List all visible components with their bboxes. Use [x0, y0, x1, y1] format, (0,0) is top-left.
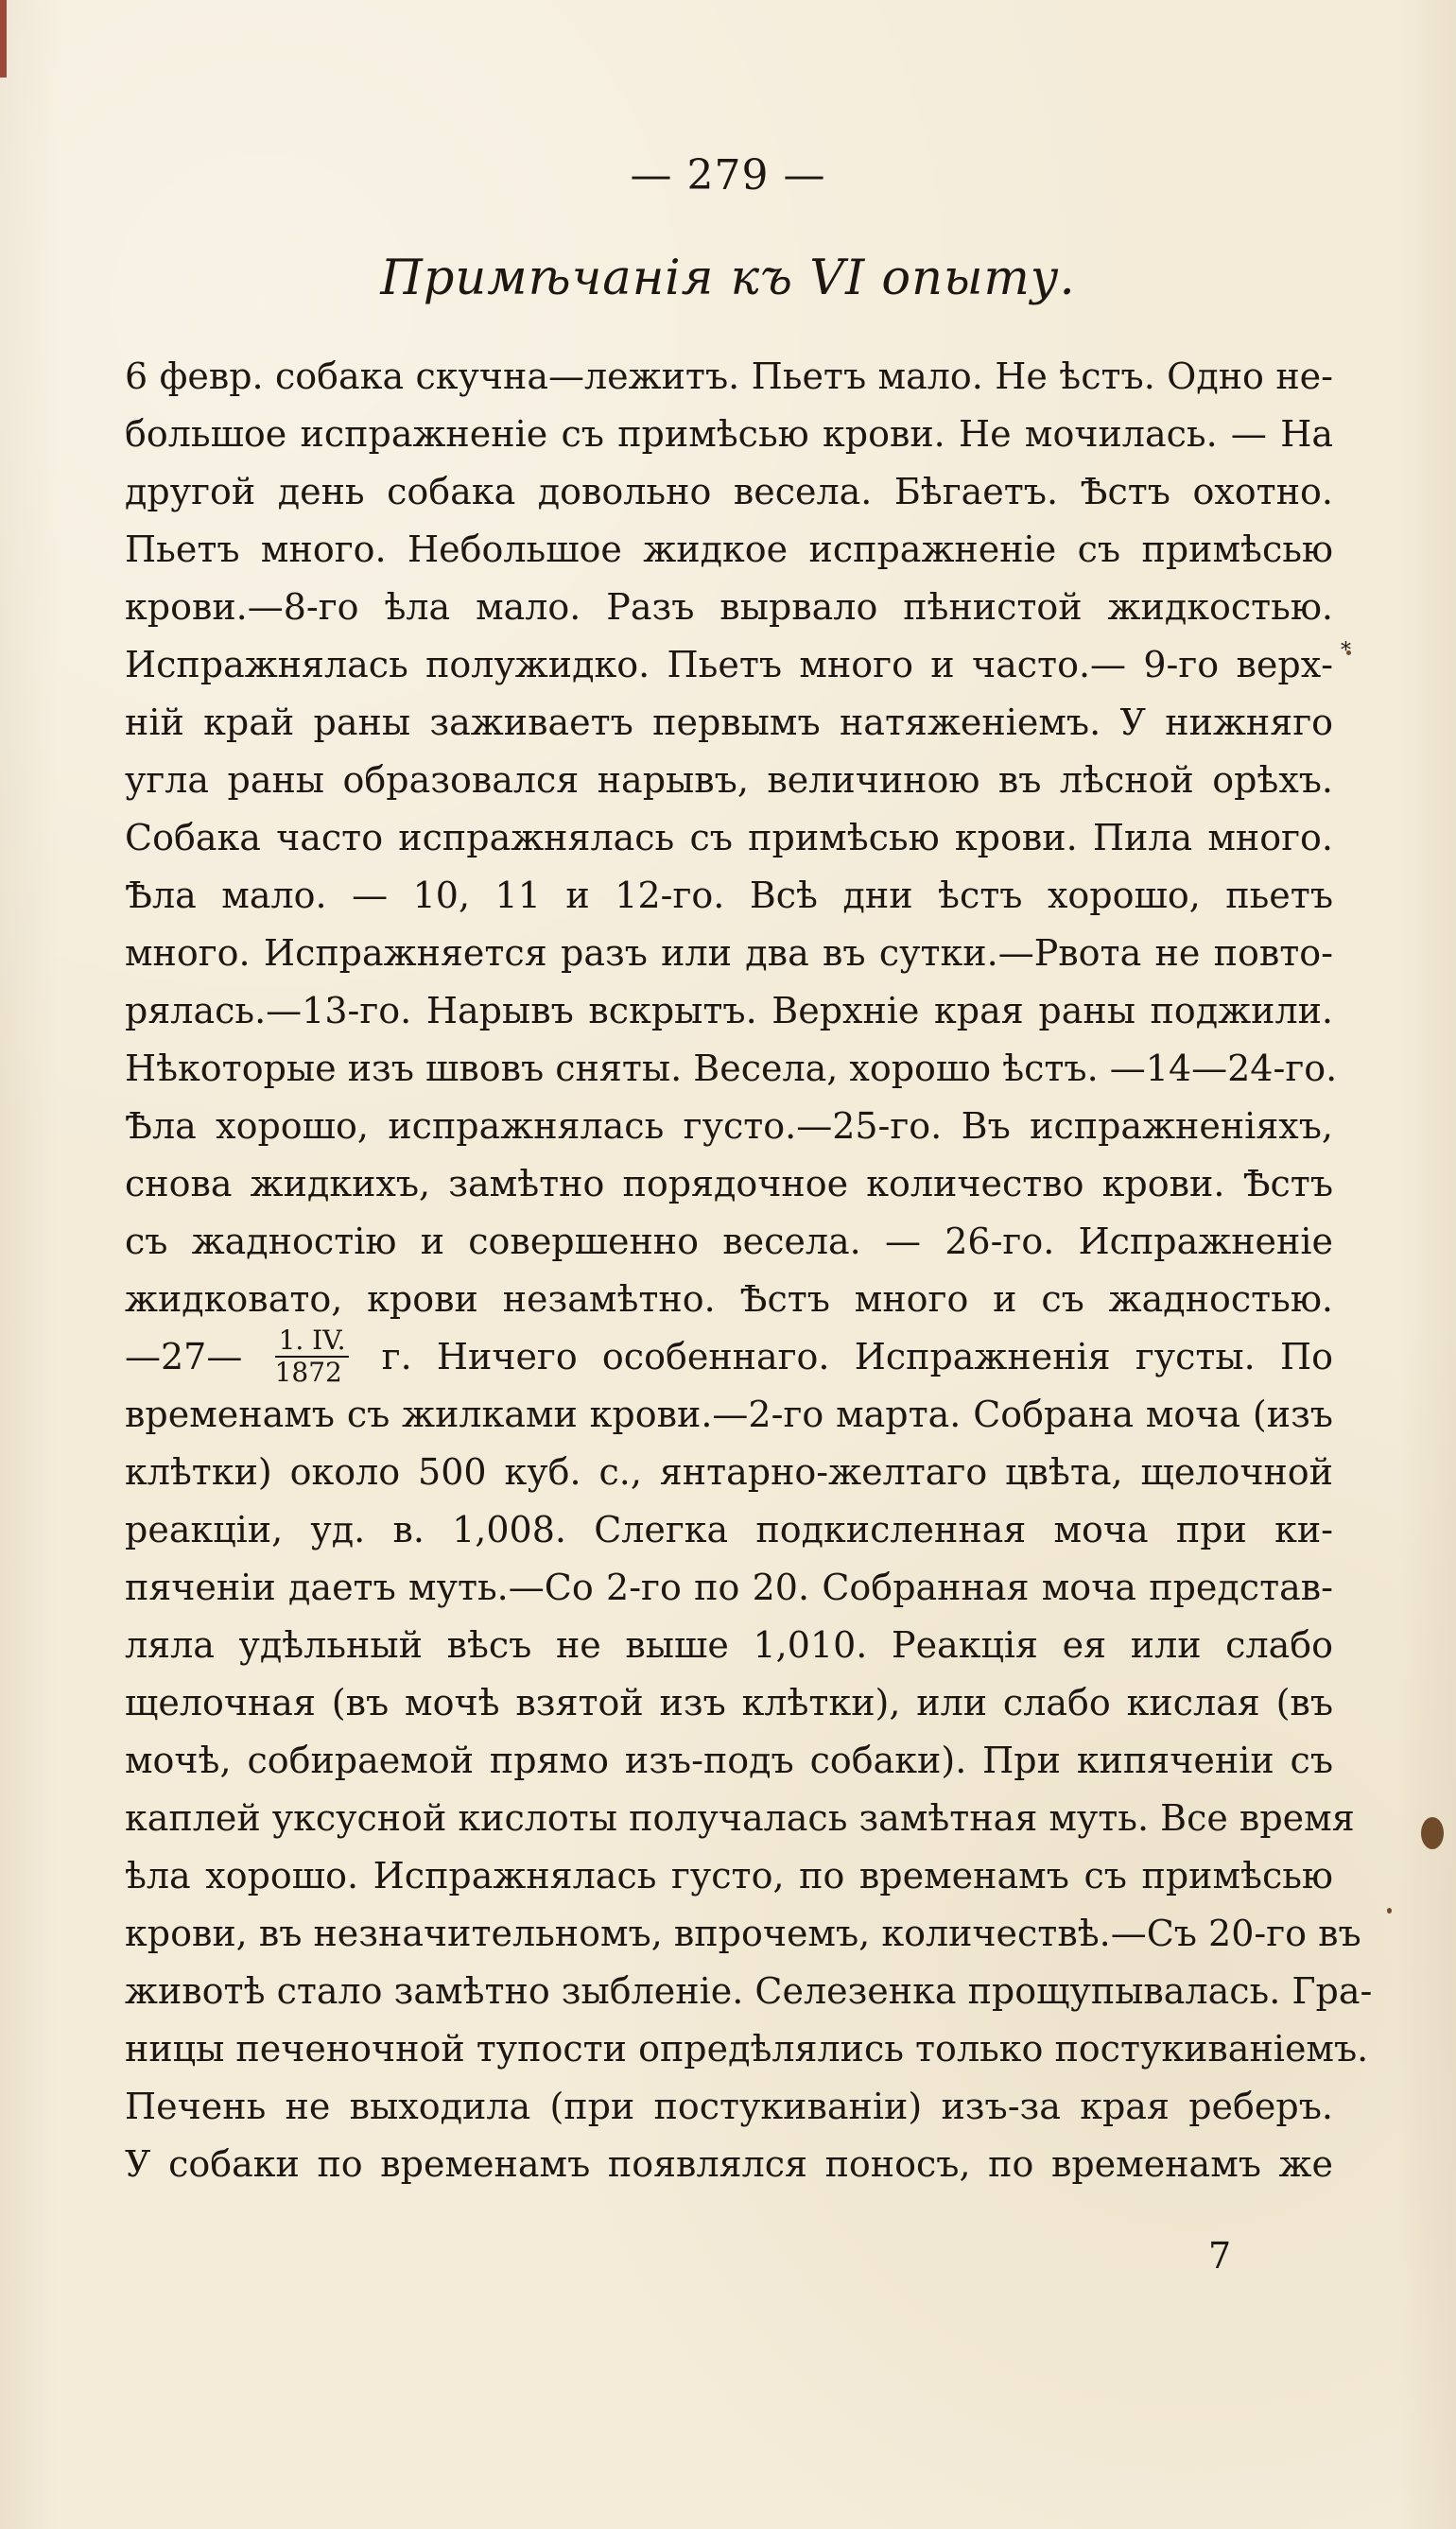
signature-mark: 7: [1208, 2235, 1232, 2277]
text-line: пяченіи даетъ муть.—Со 2-го по 20. Собранная моча представ-: [125, 1567, 1333, 1608]
text-line: крови.—8-го ѣла мало. Разъ вырвало пѣнистой жидкостью.: [125, 586, 1333, 628]
text-line: Нѣкоторые изъ швовъ сняты. Весела, хорошо ѣстъ. —14—24-го.: [125, 1048, 1338, 1089]
text-line: крови, въ незначительномъ, впрочемъ, количествѣ.—Съ 20-го въ: [125, 1913, 1361, 1954]
main-text: [125, 348, 1373, 2193]
text-line: реакціи, уд. в. 1,008. Слегка подкисленная моча при ки-: [125, 1509, 1333, 1550]
text-line: другой день собака довольно весела. Бѣгаетъ. Ѣстъ охотно.: [125, 471, 1333, 512]
text-line: ницы печеночной тупости опредѣлялись только постукиваніемъ.: [125, 2028, 1369, 2070]
text-line: ній край раны заживаетъ первымъ натяженіемъ. У нижняго: [125, 702, 1333, 743]
text-line: угла раны образовался нарывъ, величиною въ лѣсной орѣхъ.: [125, 759, 1333, 801]
date-fraction-line: [125, 1324, 1333, 1388]
text-line: жидковато, крови незамѣтно. Ѣстъ много и съ жадностью.: [125, 1278, 1333, 1320]
ink-stain: [1421, 1817, 1444, 1849]
text-line: Испражнялась полужидко. Пьетъ много и часто.— 9-го верх-: [125, 644, 1333, 685]
text-line: временамъ съ жилками крови.—2-го марта. Собрана моча (изъ: [125, 1394, 1333, 1435]
text-line: мочѣ, собираемой прямо изъ-подъ собаки). При кипяченіи съ: [125, 1740, 1333, 1781]
section-title: Примѣчанія къ VI опыту.: [380, 251, 1076, 306]
text-line: У собаки по временамъ появлялся поносъ, по временамъ же: [125, 2143, 1333, 2185]
text-line: много. Испражняется разъ или два въ сутки.—Рвота не повто-: [125, 932, 1333, 974]
text-line: Ѣла мало. — 10, 11 и 12-го. Всѣ дни ѣстъ хорошо, пьетъ: [125, 875, 1333, 916]
text-line: Ѣла хорошо, испражнялась густо.—25-го. Въ испражненіяхъ,: [125, 1105, 1333, 1147]
text-line: каплей уксусной кислоты получалась замѣтная муть. Все время: [125, 1797, 1355, 1839]
text-line: Собака часто испражнялась съ примѣсью крови. Пила много.: [125, 817, 1333, 858]
text-line: снова жидкихъ, замѣтно порядочное количество крови. Ѣстъ: [125, 1163, 1333, 1204]
fraction-prefix: —27—: [125, 1336, 243, 1377]
text-line: Пьетъ много. Небольшое жидкое испражненіе съ примѣсью: [125, 528, 1333, 570]
fraction-suffix: г. Ничего особеннаго. Испражненія густы. По: [381, 1336, 1333, 1377]
text-line: рялась.—13-го. Нарывъ вскрытъ. Верхніе края раны поджили.: [125, 990, 1333, 1031]
text-line: ляла удѣльный вѣсъ не выше 1,010. Реакція ея или слабо: [125, 1624, 1333, 1666]
text-line: ѣла хорошо. Испражнялась густо, по временамъ съ примѣсью: [125, 1855, 1333, 1897]
ink-dot: [1387, 1908, 1392, 1914]
text-line: 6 февр. собака скучна—лежитъ. Пьетъ мало. Не ѣстъ. Одно не-: [125, 355, 1333, 397]
text-line: Печень не выходила (при постукиваніи) изъ-за края реберъ.: [125, 2086, 1333, 2127]
edge-mark: *: [1341, 639, 1351, 663]
page-number: — 279 —: [630, 151, 826, 199]
date-fraction: [274, 1324, 350, 1388]
text-line: клѣтки) около 500 куб. с., янтарно-желтаго цвѣта, щелочной: [125, 1451, 1333, 1493]
text-line: съ жадностію и совершенно весела. — 26-го. Испражненіе: [125, 1221, 1333, 1262]
fraction-denominator: 1872: [274, 1356, 342, 1388]
fraction-numerator: 1. IV.: [275, 1327, 350, 1358]
text-line: животѣ стало замѣтно зыбленіе. Селезенка прощупывалась. Гра-: [125, 1970, 1373, 2012]
text-line: большое испражненіе съ примѣсью крови. Не мочилась. — На: [125, 413, 1333, 455]
page-edge-mark: [0, 0, 7, 78]
text-line: щелочная (въ мочѣ взятой изъ клѣтки), или слабо кислая (въ: [125, 1682, 1333, 1724]
